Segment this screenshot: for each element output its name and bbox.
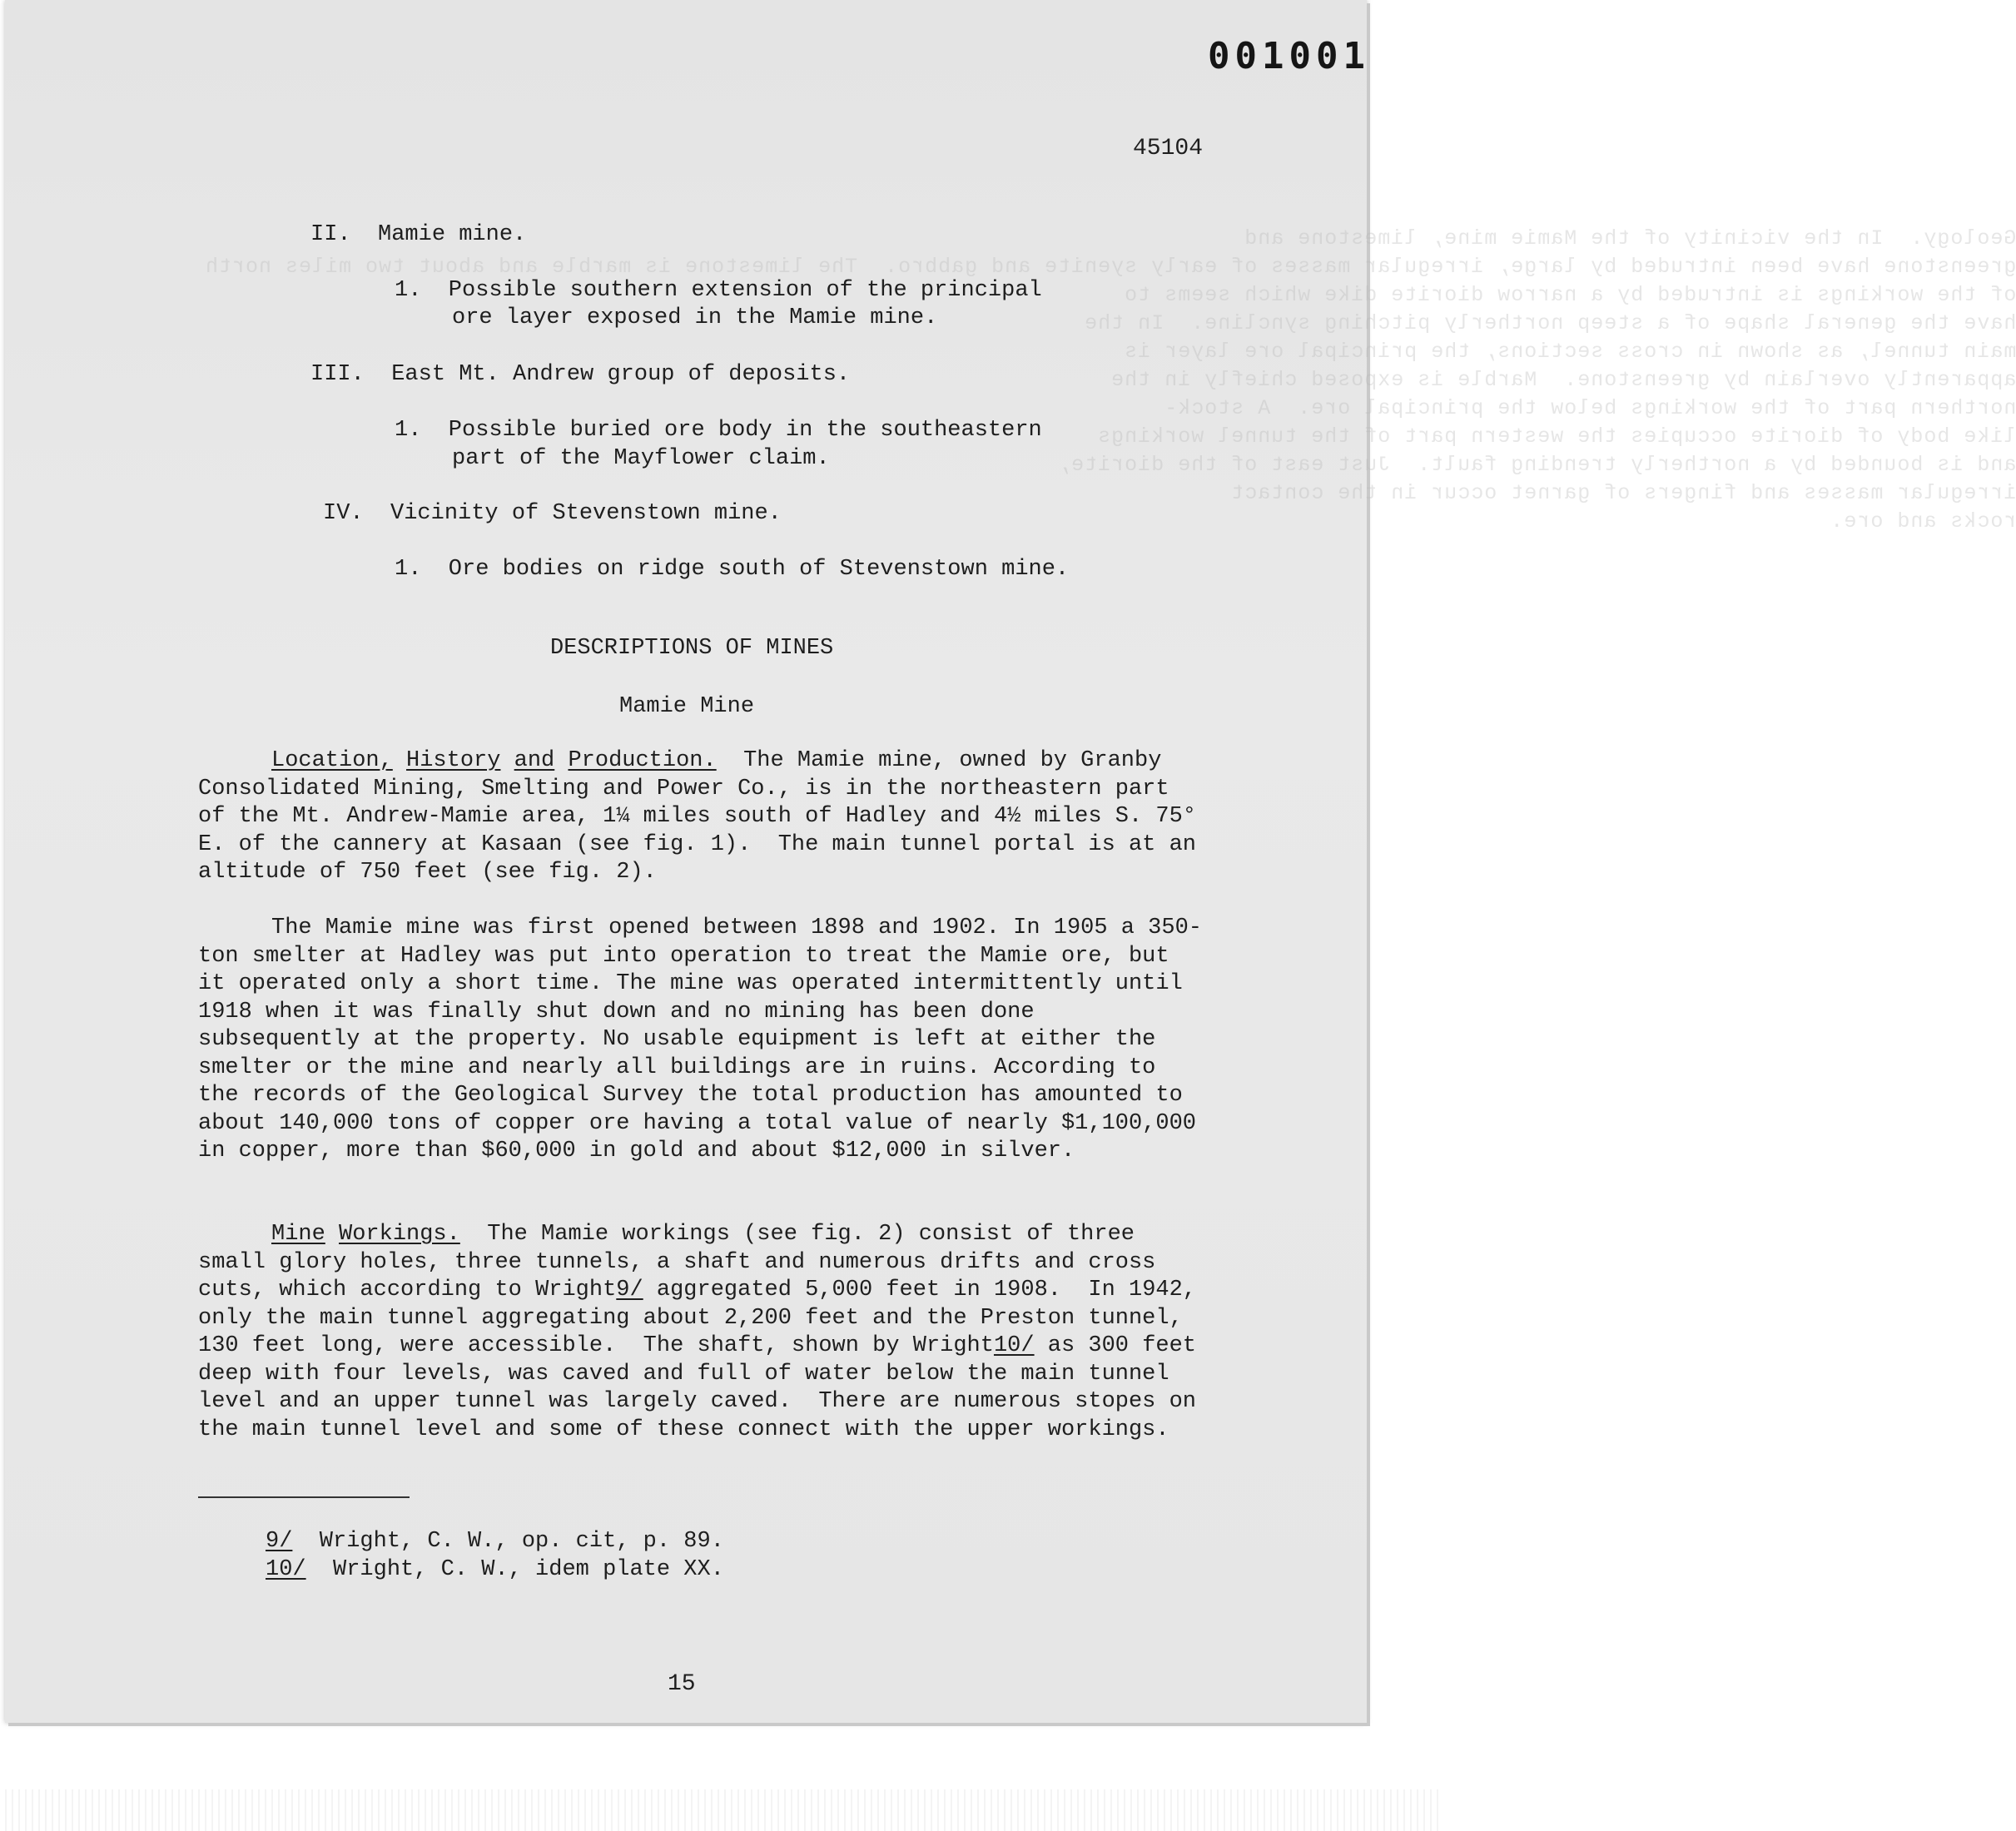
subheading-mamie-mine: Mamie Mine [619, 694, 755, 719]
paragraph-text: The Mamie mine was first opened between 1898 and 1902. In 1905 a 350-ton smelter at Hadley was put into operation to treat the Mamie ore, but it operated only a short time. The mine was operated intermittently until 1918 when it was finally shut down and no mining has been done subsequently at the property. No usable equipment is left at either the smelter or the mine and nearly all buildings are in ruins. According to the records of the Geological Survey the total production has amounted to about 140,000 tons of copper ore having a total value of nearly $1,100,000 in copper, more than $60,000 in gold and about $12,000 in silver. [198, 916, 1202, 1164]
footnote-divider [198, 1496, 410, 1498]
paragraph-mine-history [198, 915, 1205, 1166]
paragraph-text: aggregated 5,000 feet in 1908. In 1942, only the main tunnel aggregating about 2,200 feet and the Preston tunnel, 130 feet long, were accessible. The shaft, shown by Wright [198, 1278, 1210, 1358]
lead-word: and [514, 748, 555, 773]
lead-word: History [406, 748, 501, 773]
outline-section-iv-heading: IV. Vicinity of Stevenstown mine. [323, 501, 782, 526]
outline-section-ii-item-1-continued: ore layer exposed in the Mamie mine. [452, 305, 938, 330]
document-page [5, 0, 2016, 1723]
lead-word: Location, [271, 748, 393, 773]
lead-word: Workings. [339, 1222, 460, 1247]
footnote-mark: 9/ [266, 1529, 293, 1554]
paragraph-text: The Mamie workings (see fig. 2) consist of three small glory holes, three tunnels, a shaft and numerous drifts and cross cuts, which according to Wright [198, 1222, 1169, 1303]
paragraph-mine-workings [198, 1221, 1210, 1444]
lead-word: Mine [271, 1222, 325, 1247]
footnote-mark: 10/ [266, 1557, 306, 1582]
footnote [266, 1527, 724, 1556]
footnote-reference[interactable]: 10/ [993, 1333, 1035, 1358]
outline-section-ii-item-1: 1. Possible southern extension of the principal [395, 278, 1042, 303]
outline-section-iii-item-1-continued: part of the Mayflower claim. [452, 446, 830, 471]
section-heading-descriptions: DESCRIPTIONS OF MINES [550, 636, 834, 661]
file-number: 45104 [1133, 136, 1204, 161]
page-number: 15 [668, 1671, 696, 1697]
paragraph-location-history-production [198, 747, 1210, 887]
outline-section-ii-heading: II. Mamie mine. [310, 222, 527, 247]
footnote-reference[interactable]: 9/ [616, 1278, 643, 1303]
outline-section-iii-item-1: 1. Possible buried ore body in the southeastern [395, 418, 1042, 443]
outline-section-iv-item-1: 1. Ore bodies on ridge south of Stevenstown mine. [395, 557, 1070, 582]
footnote-text: Wright, C. W., op. cit, p. 89. [292, 1529, 724, 1554]
bleed-through-text: Geology. In the vicinity of the Mamie mine, limestone and greenstone have been intruded by large, irregular masses of early syenite and gabbro. The limestone is marble and about two miles north of the workings is intruded by a narrow diorite dike which seems to have the general shape of a steep northerly pitching syncline. In the main tunnel, as shown in cross sections, the principal ore layer is apparently overlain by greenstone. Marble is exposed chiefly in the northern part of the workings below the principal ore. A stock- like body of diorite occupies the western part of the tunnel workings and is bounded by a northerly trending fault. Just east of the diorite, irregular masses and fingers of garnet occur in the contact rocks and ore. [205, 226, 2016, 533]
document-number-stamp: 001001 [1208, 35, 1370, 77]
paragraph-text: The Mamie mine, owned by Granby Consolidated Mining, Smelting and Power Co., is in the northeastern part of the Mt. Andrew-Mamie area, 1¼ miles south of Hadley and 4½ miles S. 75° E. of the cannery at Kasaan (see fig. 1). The main tunnel portal is at an altitude of 750 feet (see fig. 2). [198, 748, 1210, 885]
footnote-text: Wright, C. W., idem plate XX. [305, 1557, 724, 1582]
footnote [266, 1556, 724, 1584]
paragraph-text: as 300 feet deep with four levels, was caved and full of water below the main tunnel level and an upper tunnel was largely caved. There are numerous stopes on the main tunnel level and some of these connect with the upper workings. [198, 1333, 1210, 1442]
outline-section-iii-heading: III. East Mt. Andrew group of deposits. [310, 362, 851, 387]
lead-word: Production. [568, 748, 717, 773]
scanner-edge [0, 1789, 1438, 1831]
